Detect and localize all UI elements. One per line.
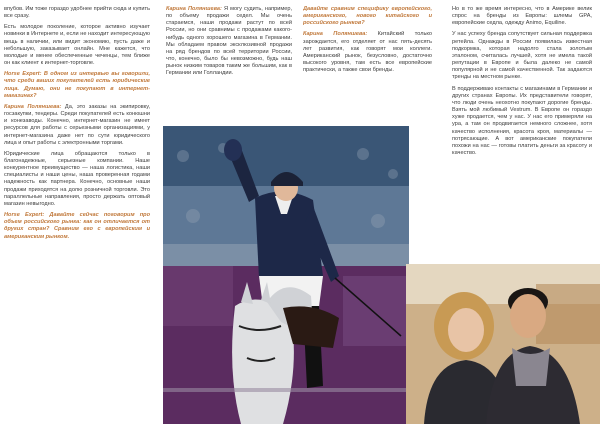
rider-photo (163, 126, 409, 424)
column-1 (4, 6, 150, 418)
interview-answer (4, 104, 150, 147)
paragraph: Есть молодое поколение, которое активно изучает новинки в Интернете и, если не находит интересующую вещь в наличии, или видит экономию, пусть даже и небольшую, заказывает онлайн. Мне кажется, что молодые и менее обеспеченные чеченцы, тем ближе он как клиент к интернет-торговле. (4, 24, 150, 67)
answer-text: Я могу судить, например, по объему продажи седел. Мы очень стараемся, наши продажи растут по всей России, но они сравнимы с продажами какого-нибудь одного хорошего магазина в Германии. Мы обладаем правом эксклюзивной продажи на ряд брендов по всей территории России, что, конечно, было бы невозможно, будь наш рынок низким товаров таким же большим, как в Германии или Голландии. (166, 6, 292, 77)
column-3 (303, 6, 432, 124)
paragraph: У нас успеху бренда сопутствует сильная поддержка ретейла. Однажды в России появилась известная подкормка, которая надолго стала золотым эталоном, считалась лучшей, хотя не имела такой репутации в Европе и была далеко не самой популярной и не самой качественной. Так задаются тренды на местном рынке. (452, 31, 592, 81)
interview-question: Horse Expert: Давайте сейчас поговорим про объем российского рынка: как он отличается от других стран? Сравним его с европейским и американским рынком. (4, 212, 150, 240)
column-4 (452, 6, 592, 260)
interview-answer (303, 31, 432, 74)
answer-text: Да, это заказы на экипировку, госзакупки, тендеры. Среди покупателей есть конюшни и конезаводы. Конечно, интернет-магазин не имеет ресурсов для работы с серьезными организациями, у интернет-магазина даже нет по сути юридического лица и опыт работы с электронными торгами. (4, 103, 150, 146)
rider-illustration (163, 126, 409, 424)
paragraph: Но в то же время интересно, что в Америке велик спрос на бренды из Европы: шлемы GPA, европейские седла, одежду Animo, Equiline. (452, 6, 592, 27)
paragraph: В поддерживаю контакты с магазинами в Германии и других странах Европы. Их представители говорят, что люди очень неохотно покупают дорогие бренды. Взять мой любимый Vestrum. В Европе он гораздо хуже продается, чем у нас. У нас его примеряли на ура, а там он продвигается немного сложнее, хотя качество исполнения, красота кроя, материалы — потрясающие. А вот американские покупатели похожи на нас — готовы платить деньги за красоту и качество. (452, 85, 592, 156)
interview-answer (166, 6, 292, 78)
speaker-name: Карина Поляншева: (166, 6, 222, 12)
portrait-illustration (406, 264, 600, 424)
speaker-name: Карина Поляншева: (303, 31, 368, 38)
column-2 (166, 6, 292, 124)
paragraph: впубов. Им тоже гораздо удобнее прийти сюда и купить все сразу. (4, 6, 150, 20)
portrait-photo (406, 264, 600, 424)
answer-text: Китайский только зарождается, его отделяет от нас пять-десять лет развития, как говорят мои коллеги. Американский рынок, безусловно, достаточно высокого уровня, там есть все европейские практически, а также свои бренды. (303, 31, 432, 74)
interview-question: Horse Expert: В одном из интервью вы говорили, что среди ваших покупателей есть юридические лица. Думаю, они не покупают в интернет-магазинах? (4, 71, 150, 99)
paragraph: Юридические лица обращаются только в благонадежные, серьезные компании. Наше конкурентное преимущество — наша логистика, наши специалисты и наши цены, наша проверенная годами надежность как партнера. Конечно, основные наши продажи приходятся на долю розничной торговли. Это параллельные направления, просто держать оптовый магазин невыгодно. (4, 150, 150, 207)
interview-question: Давайте сравним специфику европейского, американского, нового китайского и российского рынков? (303, 6, 432, 27)
speaker-name: Карина Поляншева: (4, 103, 62, 110)
